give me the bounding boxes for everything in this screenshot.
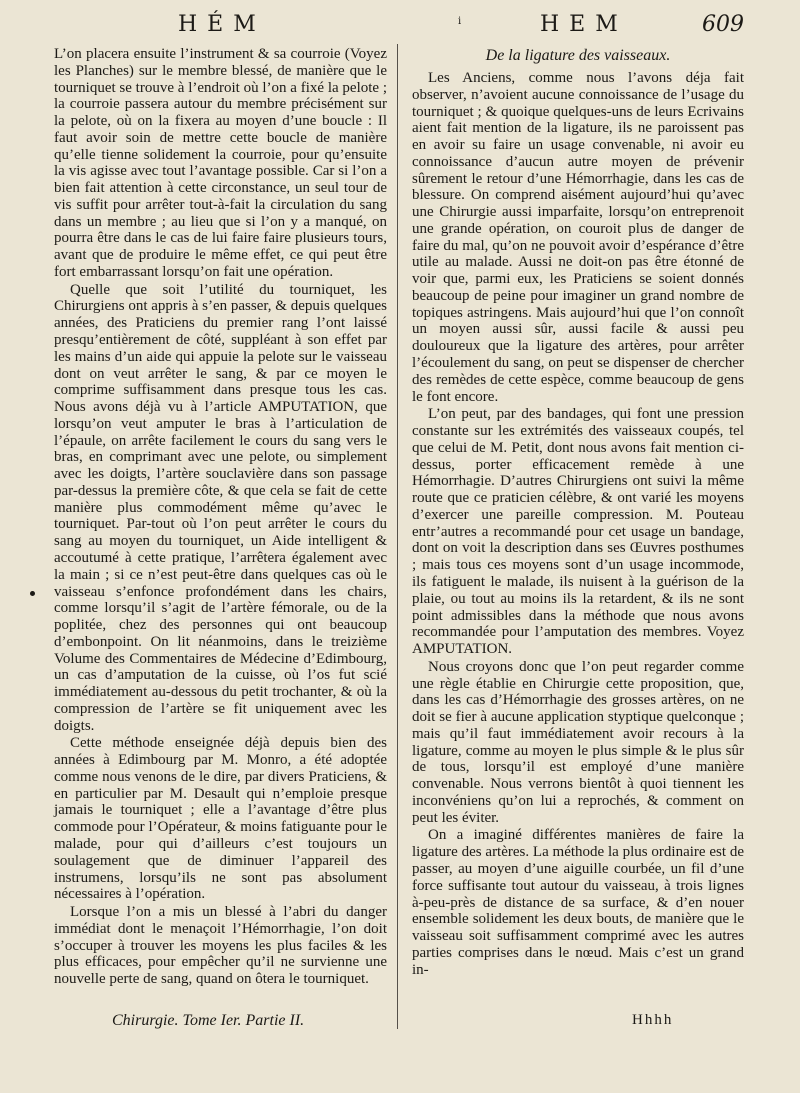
running-head-right: HEM [540, 12, 628, 37]
paragraph: Lorsque l’on a mis un blessé à l’abri du danger immédiat dont le menaçoit l’Hémorrhagie, l’on doit s’occuper à trouver les moyens les plus faciles & les plus efficaces, pour empêcher qu’il ne survienne une nouvelle perte de sang, quand on ôtera le tourniquet. [54, 904, 387, 988]
right-column [412, 46, 744, 978]
left-column [54, 46, 387, 988]
running-head [0, 12, 800, 44]
margin-dot [30, 591, 35, 596]
paragraph: L’on peut, par des bandages, qui font une pression constante sur les extrémités des vaisseaux coupés, tel que celui de M. Petit, dont nous avons fait mention ci-dessus, porter efficacement remède à une Hémorrhagie. D’autres Chirurgiens ont suivi la même route que ce praticien célèbre, & ont varié les moyens d’exercer une pareille compression. M. Pouteau entr’autres a recommandé pour cet usage un bandage, dont on voit la description dans ses Œuvres posthumes ; mais tous ces moyens sont d’un usage incommode, ils fatiguent le malade, ils nuisent à la guérison de la plaie, ou tout au moins ils la retardent, & ils ne sont point admissibles dans la méthode que nous avons recommandée pour l’amputation des membres. Voyez AMPUTATION. [412, 406, 744, 658]
running-head-mark: i [458, 16, 462, 27]
column-rule [397, 44, 398, 1029]
section-title: De la ligature des vaisseaux. [485, 47, 671, 64]
paragraph: Nous croyons donc que l’on peut regarder comme une règle établie en Chirurgie cette proposition, que, dans les cas d’Hémorrhagie des grosses artères, on ne doit se fier à aucune application styptique quelconque ; mais qu’il faut immédiatement avoir recours à la ligature, comme au moyen le plus simple & le plus sûr de tous, lorsqu’il est employé d’une manière convenable. Nous verrons bientôt à quoi tiennent les inconvéniens qu’on lui a reprochés, & comment on peut les éviter. [412, 658, 744, 826]
footer-volume: Chirurgie. Tome Ier. Partie II. [112, 1012, 305, 1029]
footer-signature: Hhhh [632, 1012, 674, 1028]
paragraph: L’on placera ensuite l’instrument & sa courroie (Voyez les Planches) sur le membre blessé, de manière que le tourniquet se trouve à l’endroit où l’on a fixé la pelote ; la courroie passera autour du membre précisément sur la pelote, où on la fixera au moyen d’une boucle : Il faut avoir soin de mettre cette boucle de manière qu’elle tienne solidement la courroie, pour qu’ensuite la vis agisse avec tout l’avantage possible. Car si l’on a bien fait attention à cette circonstance, un seul tour de vis suffit pour arrêter tout-à-fait la circulation du sang dans un membre ; au lieu que si l’on y a manqué, on pourra être dans le cas de lui faire faire plusieurs tours, avant que de produire le même effet, ce qui peut être fort embarrassant lorsqu’on fait une opération. [54, 46, 387, 280]
paragraph: Quelle que soit l’utilité du tourniquet, les Chirurgiens ont appris à s’en passer, & depuis quelques années, des Praticiens du premier rang l’ont laissé presqu’entièrement de côté, suppléant à son effet par les mains d’un aide qui appuie la pelote sur le vaisseau dont on veut arrêter le sang, & par ce moyen le comprime suffisamment dans presque tous les cas. Nous avons déjà vu à l’article AMPUTATION, que lorsqu’on veut amputer le bras à l’articulation de l’épaule, on arrête facilement le cours du sang vers le bras, en comprimant avec une pelote, ou simplement avec les doigts, l’artère souclavière dans son passage par-dessus la première côte, & que cela se fait de cette manière plus commodément même qu’avec le tourniquet. Par-tout où l’on peut arrêter le cours du sang au moyen du tourniquet, un Aide intelligent & accoutumé à cette pratique, l’arrêtera également avec la main ; si ce n’est peut-être dans quelques cas où le vaisseau s’enfonce profondément dans les chairs, comme lorsqu’il s’agit de l’artère fémorale, ou de la poplitée, chez des personnes qui ont beaucoup d’embonpoint. On lit néanmoins, dans le treizième Volume des Commentaires de Médecine d’Edimbourg, un cas d’amputation de la cuisse, où l’os fut scié immédiatement au-dessous du petit trochanter, & où la compression de l’artère se fit uniquement avec les doigts. [54, 281, 387, 734]
paragraph: On a imaginé différentes manières de faire la ligature des artères. La méthode la plus ordinaire est de passer, au moyen d’une aiguille courbée, un fil d’une force suffisante tout autour du vaisseau, à trois lignes à-peu-près de distance de sa surface, & d’en nouer ensemble solidement les deux bouts, de manière que le vaisseau soit suffisamment comprimé avec les autres parties comprises dans le nœud. Mais c’est un grand in- [412, 827, 744, 978]
paragraph: Cette méthode enseignée déjà depuis bien des années à Edimbourg par M. Monro, a été adoptée comme nous venons de le dire, par divers Praticiens, & en particulier par M. Desault qui n’emploie presque jamais le tourniquet ; elle a l’avantage d’être plus commode pour l’Opérateur, & moins fatiguante pour le malade, pour qui d’ailleurs c’est toujours un soulagement que de diminuer l’appareil des instrumens, lorsqu’ils ne sont pas absolument nécessaires à l’opération. [54, 735, 387, 903]
page-number: 609 [702, 12, 744, 37]
paragraph: Les Anciens, comme nous l’avons déja fait observer, n’avoient aucune connoissance de l’usage du tourniquet ; & quoique quelques-uns de leurs Ecrivains aient fait mention de la ligature, ils ne paroissent pas en avoir su faire un usage convenable, ni avoir eu connoissance d’aucun autre moyen de prévenir sûrement le retour d’une Hémorrhagie, dans les cas de blessure. On comprend aisément aujourd’hui qu’avec une Chirurgie aussi imparfaite, lorsqu’on entreprenoit une grande opération, on couroit plus de danger de faire du mal, qu’on ne pouvoit avoir d’espérance d’être utile au malade. Aussi ne doit-on pas être étonné de voir que, parmi eux, les Praticiens se soient donnés beaucoup de peine pour imaginer un grand nombre de topiques astringens. Mais aujourd’hui que l’on connoît un moyen aussi sûr, aussi facile & aussi peu douloureux que la ligature des artères, pour arrêter l’écoulement du sang, on peut se dispenser de chercher des remèdes de cette espèce, comme beaucoup de gens le font encore. [412, 70, 744, 405]
running-head-left: HÉM [178, 12, 266, 37]
